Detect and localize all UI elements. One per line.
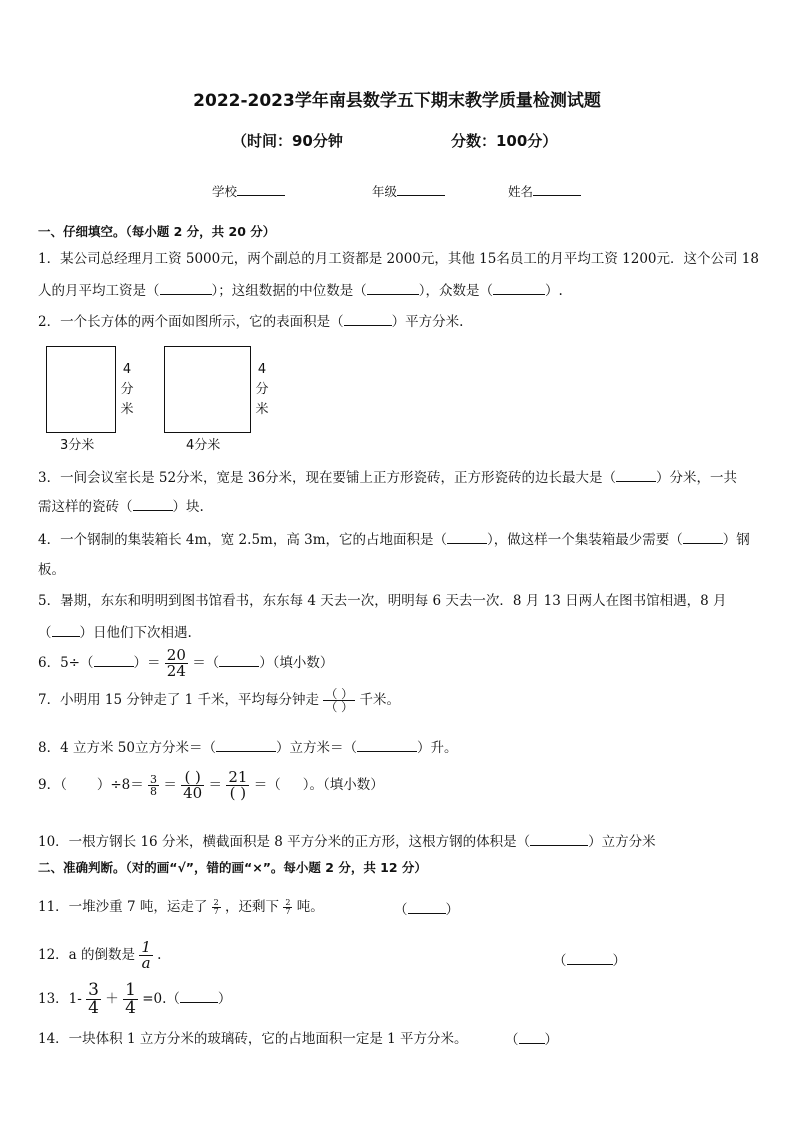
exam-score: 分数：100分）: [451, 132, 558, 150]
q4-text-b: ），做这样一个集装箱最少需要（: [487, 532, 683, 548]
face2-side-fen: 分: [255, 382, 269, 397]
q2-text: [38, 312, 463, 331]
q3-text-b: ）分米，一共: [656, 470, 738, 486]
q11-f1-num: 2: [213, 898, 219, 907]
q9-f2-num[interactable]: ( ): [181, 770, 204, 786]
q8-text-c: ）升。: [416, 740, 458, 756]
q2-blank-surface[interactable]: [344, 312, 392, 326]
q12-paren-right: ）: [612, 953, 626, 969]
q3-text-a: 3．一间会议室长是 52分米，宽是 36分米，现在要铺上正方形瓷砖，正方形瓷砖的边长最大是（: [38, 470, 617, 486]
face2-side-label: [254, 360, 270, 420]
q13-line: [38, 982, 231, 1017]
q5-text-b: ）日他们下次相遇.: [79, 625, 192, 641]
q13-f2-num: 1: [125, 980, 136, 1000]
q12-fraction: [139, 940, 153, 971]
q10-text-a: 10．一根方钢长 16 分米，横截面积是 8 平方分米的正方形，这根方钢的体积是（: [38, 834, 531, 850]
q6-text-a: 6．5÷（: [38, 655, 94, 671]
q12-text-b: .: [157, 947, 162, 963]
page-title: 2022-2023学年南县数学五下期末教学质量检测试题: [193, 91, 601, 111]
q6-text-c: ＝（: [192, 655, 220, 671]
q11-text-c: 吨。: [296, 899, 324, 915]
q14-paren-right: ）: [544, 1032, 558, 1048]
school-label: 学校: [212, 184, 238, 199]
q9-fraction-1: [148, 774, 159, 797]
q13-f1-num: 3: [88, 980, 99, 1000]
grade-field[interactable]: [372, 182, 445, 200]
school-blank[interactable]: [237, 183, 285, 196]
q7-line: [38, 688, 400, 713]
q6-fraction-num: 20: [166, 646, 186, 664]
q5-line2: [38, 623, 192, 642]
q8-blank-liter[interactable]: [357, 738, 417, 752]
q1-text-c: ），众数是（: [418, 283, 493, 299]
q14-paren-left: （: [505, 1032, 519, 1048]
q3-blank-side[interactable]: [616, 468, 656, 482]
face-rectangle-2: [164, 346, 251, 433]
q9-fraction-2: [181, 770, 204, 801]
face1-bottom-label: 3分米: [60, 438, 95, 453]
q12-paren-left: （: [553, 953, 567, 969]
q2-text-a: 2．一个长方体的两个面如图所示，它的表面积是（: [38, 314, 344, 330]
q11-paren-right: ）: [445, 902, 459, 918]
school-field[interactable]: [212, 182, 285, 200]
q4-line2: 板。: [38, 562, 65, 578]
q8-text-b: ）立方米＝（: [275, 740, 357, 756]
q9-equals-1: ＝: [163, 777, 177, 793]
q7-text-a: 7．小明用 15 分钟走了 1 千米，平均每分钟走: [38, 692, 320, 708]
q1-blank-average[interactable]: [160, 281, 212, 295]
q1-blank-mode[interactable]: [493, 281, 545, 295]
q6-fraction-den: 24: [166, 662, 186, 680]
face2-side-4: 4: [257, 362, 267, 377]
q9-f3-den[interactable]: ( ): [229, 784, 247, 802]
q11-f1-den: 7: [213, 907, 219, 916]
q13-text-a: 13．1-: [38, 991, 82, 1007]
q1-line1: 1．某公司总经理月工资 5000元，两个副总的月工资都是 2000元，其他 15名员工的月平均工资 1200元．这个公司 18: [38, 251, 759, 267]
q8-blank-cubic-meter[interactable]: [216, 738, 276, 752]
q9-f3-num: 21: [228, 768, 248, 786]
name-blank[interactable]: [533, 183, 581, 196]
q2-text-b: ）平方分米.: [391, 314, 464, 330]
q11-blank-judge[interactable]: [408, 900, 446, 914]
q9-text-a: 9．（: [38, 777, 67, 793]
q7-fraction-den[interactable]: （ ）: [325, 700, 354, 714]
q13-f2-den: 4: [125, 998, 136, 1018]
q14-answer[interactable]: [505, 1030, 558, 1049]
q4-blank-area[interactable]: [447, 530, 487, 544]
q11-fraction-1: [212, 899, 221, 916]
exam-time: （时间：90分钟: [232, 132, 343, 150]
q9-text-b: ）÷8＝: [96, 777, 144, 793]
name-label: 姓名: [508, 184, 534, 199]
q11-paren-left: （: [394, 902, 408, 918]
q9-f2-den: 40: [183, 784, 203, 802]
q9-text-c: ＝（: [253, 777, 281, 793]
q9-equals-2: ＝: [208, 777, 223, 793]
q9-f1-num: 3: [150, 773, 158, 786]
name-field[interactable]: [508, 182, 581, 200]
q13-f1-den: 4: [88, 998, 99, 1018]
q3-text-c: 需这样的瓷砖（: [38, 499, 133, 515]
q12-line: [38, 940, 161, 971]
q3-line2: [38, 497, 204, 516]
face1-side-mi: 米: [120, 402, 134, 417]
q5-blank-date[interactable]: [52, 623, 80, 637]
q12-text-a: 12．a 的倒数是: [38, 947, 136, 963]
q4-line1: [38, 530, 750, 549]
face1-side-label: [119, 360, 135, 420]
q1-text-d: ）.: [545, 283, 563, 299]
q6-text-b: ）＝: [133, 655, 161, 671]
q1-text-a: 人的月平均工资是（: [38, 283, 160, 299]
q10-text-b: ）立方分米: [588, 834, 656, 850]
q11-answer[interactable]: [394, 900, 459, 919]
q8-line: [38, 738, 457, 757]
q4-text-a: 4．一个钢制的集装箱长 4m，宽 2.5m，高 3m，它的占地面积是（: [38, 532, 448, 548]
q11-f2-num: 2: [285, 898, 291, 907]
q1-line2: [38, 281, 563, 300]
q9-f1-den: 8: [150, 785, 158, 798]
grade-blank[interactable]: [397, 183, 445, 196]
q9-fraction-3: [226, 770, 249, 801]
face-rectangle-1: [46, 346, 116, 433]
q7-text-b: 千米。: [359, 692, 400, 708]
q11-text-b: ，还剩下: [225, 899, 280, 915]
q13-text-b: =0.（: [142, 991, 180, 1007]
q3-blank-count[interactable]: [133, 497, 173, 511]
q14-line: 14．一块体积 1 立方分米的玻璃砖，它的占地面积一定是 1 平方分米。: [38, 1031, 468, 1047]
q9-line: [38, 770, 384, 801]
q6-text-d: ）（填小数）: [259, 655, 334, 671]
face2-bottom-label: 4分米: [186, 438, 221, 453]
q10-blank-volume[interactable]: [530, 832, 588, 846]
grade-label: 年级: [372, 184, 398, 199]
q6-line: [38, 648, 333, 679]
q3-text-d: ）块.: [172, 499, 204, 515]
q13-plus: ＋: [105, 991, 119, 1007]
q13-blank-judge[interactable]: [180, 989, 218, 1003]
q12-answer[interactable]: [553, 951, 626, 970]
q12-blank-judge[interactable]: [567, 951, 613, 965]
q13-fraction-1: [86, 982, 101, 1017]
q5-text-a: （: [38, 625, 52, 641]
q13-text-c: ）: [217, 991, 232, 1007]
q11-fraction-2: [283, 899, 292, 916]
q6-blank-divisor[interactable]: [94, 653, 134, 667]
q6-fraction: [165, 648, 188, 679]
q4-text-c: ）钢: [722, 532, 750, 548]
face2-side-mi: 米: [255, 402, 269, 417]
q13-fraction-2: [123, 982, 138, 1017]
q9-text-d: ）。（填小数）: [302, 777, 384, 793]
q12-fraction-num: 1: [141, 938, 151, 956]
section-1-heading: 一、仔细填空。（每小题 2 分，共 20 分）: [38, 224, 276, 239]
q11-f2-den: 7: [285, 907, 291, 916]
face1-side-4: 4: [122, 362, 132, 377]
q6-blank-decimal[interactable]: [219, 653, 259, 667]
q3-line1: [38, 468, 737, 487]
section-2-heading: 二、准确判断。（对的画“√”，错的画“×”。每小题 2 分，共 12 分）: [38, 860, 427, 875]
q14-blank-judge[interactable]: [519, 1030, 545, 1044]
q8-text-a: 8．4 立方米 50立方分米＝（: [38, 740, 216, 756]
q1-text-b: ）；这组数据的中位数是（: [211, 283, 367, 299]
q7-fraction: [323, 688, 355, 713]
q11-line: [38, 898, 324, 916]
q1-blank-median[interactable]: [367, 281, 419, 295]
face1-side-fen: 分: [120, 382, 134, 397]
q4-blank-steel[interactable]: [683, 530, 723, 544]
q10-line: [38, 832, 656, 851]
q11-text-a: 11．一堆沙重 7 吨，运走了: [38, 899, 208, 915]
q7-fraction-num[interactable]: （ ）: [325, 687, 354, 701]
q5-line1: 5．暑期，东东和明明到图书馆看书，东东每 4 天去一次，明明每 6 天去一次．8 月 13 日两人在图书馆相遇，8 月: [38, 593, 727, 609]
q12-fraction-den: a: [141, 954, 151, 972]
